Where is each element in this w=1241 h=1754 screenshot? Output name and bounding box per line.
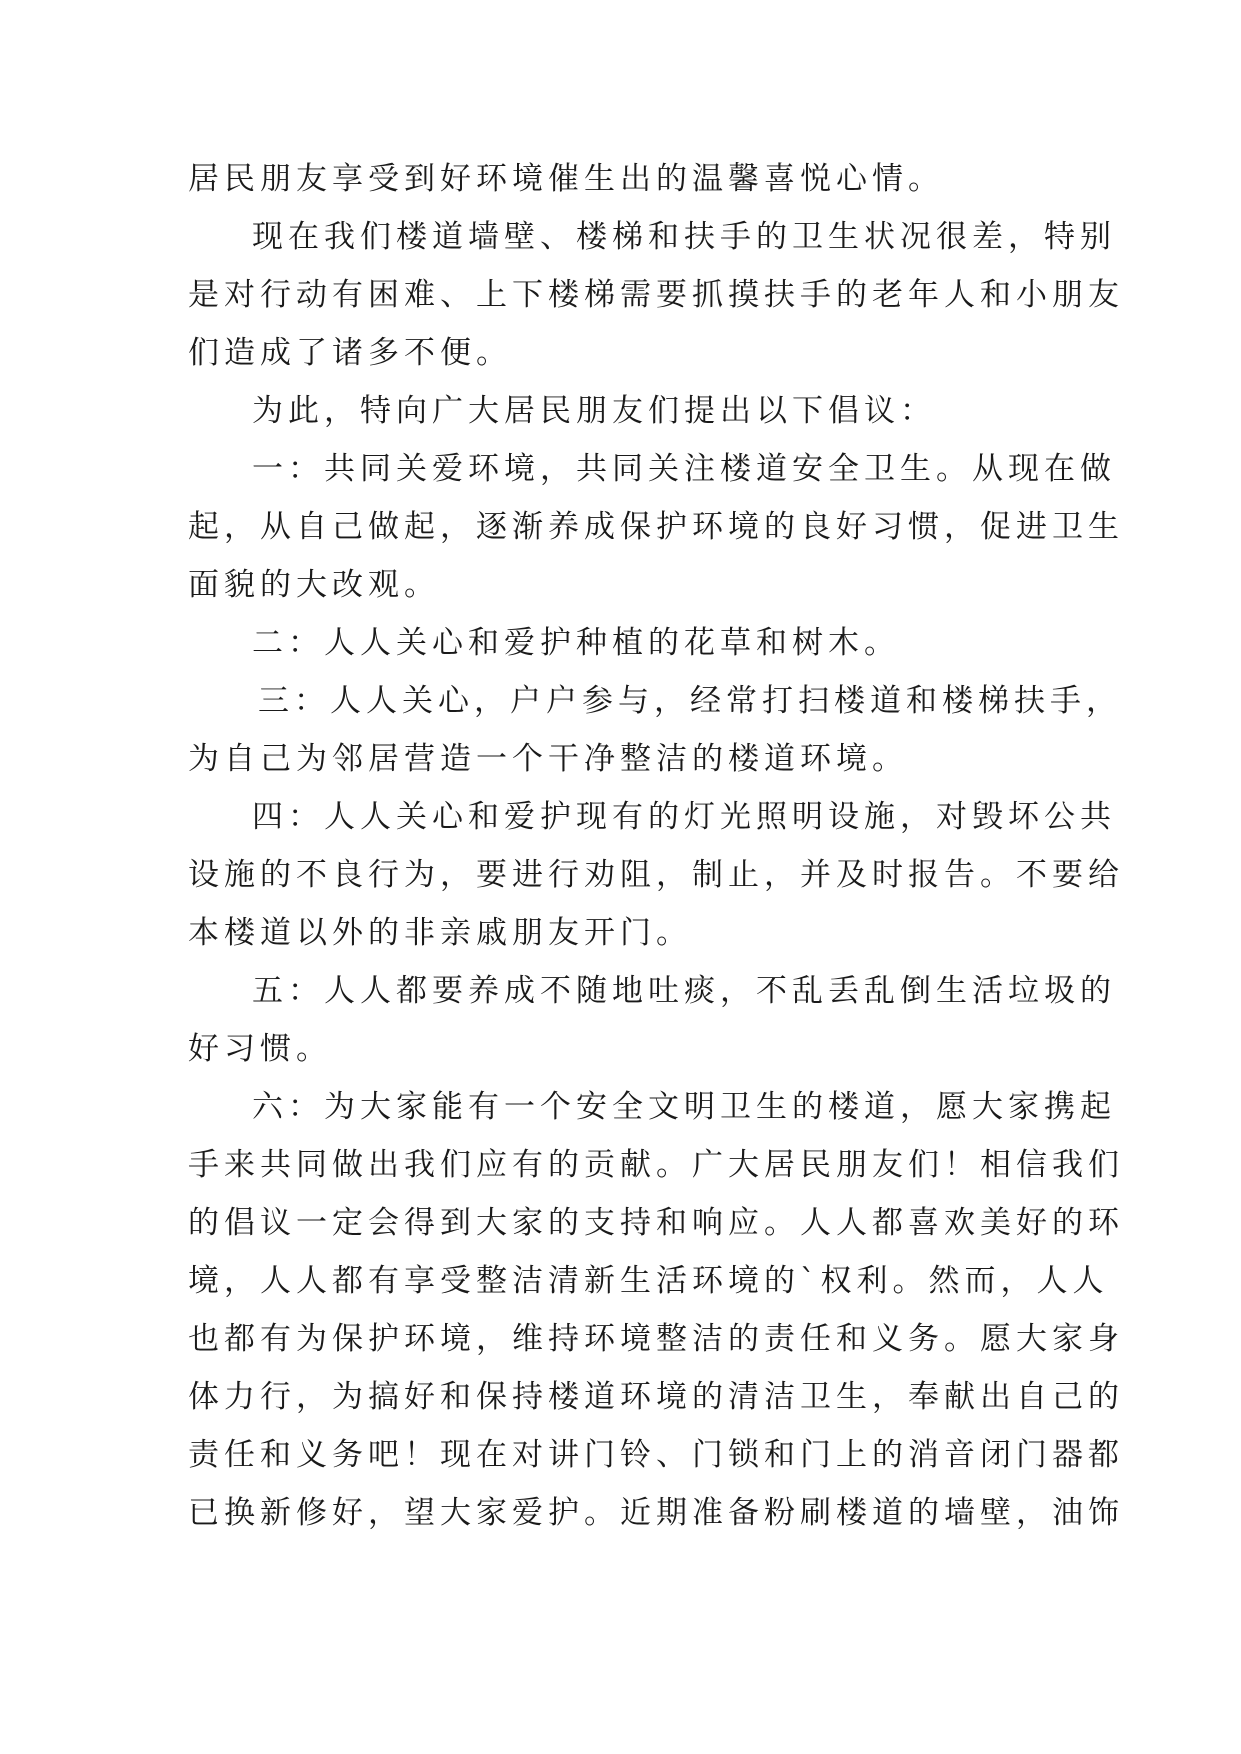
text-line: 已换新修好，望大家爱护。近期准备粉刷楼道的墙壁，油饰	[188, 1495, 1124, 1531]
text-line: 们造成了诸多不便。	[188, 335, 512, 371]
text-line: 四：人人关心和爱护现有的灯光照明设施，对毁坏公共	[252, 799, 1116, 835]
text-line: 好习惯。	[188, 1031, 332, 1067]
text-line: 居民朋友享受到好环境催生出的温馨喜悦心情。	[188, 161, 944, 197]
text-line: 是对行动有困难、上下楼梯需要抓摸扶手的老年人和小朋友	[188, 277, 1124, 313]
text-line: 本楼道以外的非亲戚朋友开门。	[188, 915, 692, 951]
text-line: 面貌的大改观。	[188, 567, 440, 603]
text-line: 的倡议一定会得到大家的支持和响应。人人都喜欢美好的环	[188, 1205, 1124, 1241]
text-line: 境，人人都有享受整洁清新生活环境的`权利。然而，人人	[188, 1263, 1109, 1299]
text-line: 也都有为保护环境，维持环境整洁的责任和义务。愿大家身	[188, 1321, 1124, 1357]
text-line: 手来共同做出我们应有的贡献。广大居民朋友们！相信我们	[188, 1147, 1124, 1183]
text-line: 三：人人关心，户户参与，经常打扫楼道和楼梯扶手，	[258, 683, 1122, 719]
text-line: 体力行，为搞好和保持楼道环境的清洁卫生，奉献出自己的	[188, 1379, 1124, 1415]
text-line: 责任和义务吧！现在对讲门铃、门锁和门上的消音闭门器都	[188, 1437, 1124, 1473]
document-body	[188, 150, 1124, 1542]
text-line: 二：人人关心和爱护种植的花草和树木。	[252, 625, 900, 661]
text-line: 五：人人都要养成不随地吐痰，不乱丢乱倒生活垃圾的	[252, 973, 1116, 1009]
text-line: 一：共同关爱环境，共同关注楼道安全卫生。从现在做	[252, 451, 1116, 487]
text-line: 为此，特向广大居民朋友们提出以下倡议：	[252, 393, 936, 429]
text-line: 为自己为邻居营造一个干净整洁的楼道环境。	[188, 741, 908, 777]
text-line: 现在我们楼道墙壁、楼梯和扶手的卫生状况很差，特别	[252, 219, 1116, 255]
text-line: 设施的不良行为，要进行劝阻，制止，并及时报告。不要给	[188, 857, 1124, 893]
text-line: 六：为大家能有一个安全文明卫生的楼道，愿大家携起	[252, 1089, 1116, 1125]
text-line: 起，从自己做起，逐渐养成保护环境的良好习惯，促进卫生	[188, 509, 1124, 545]
